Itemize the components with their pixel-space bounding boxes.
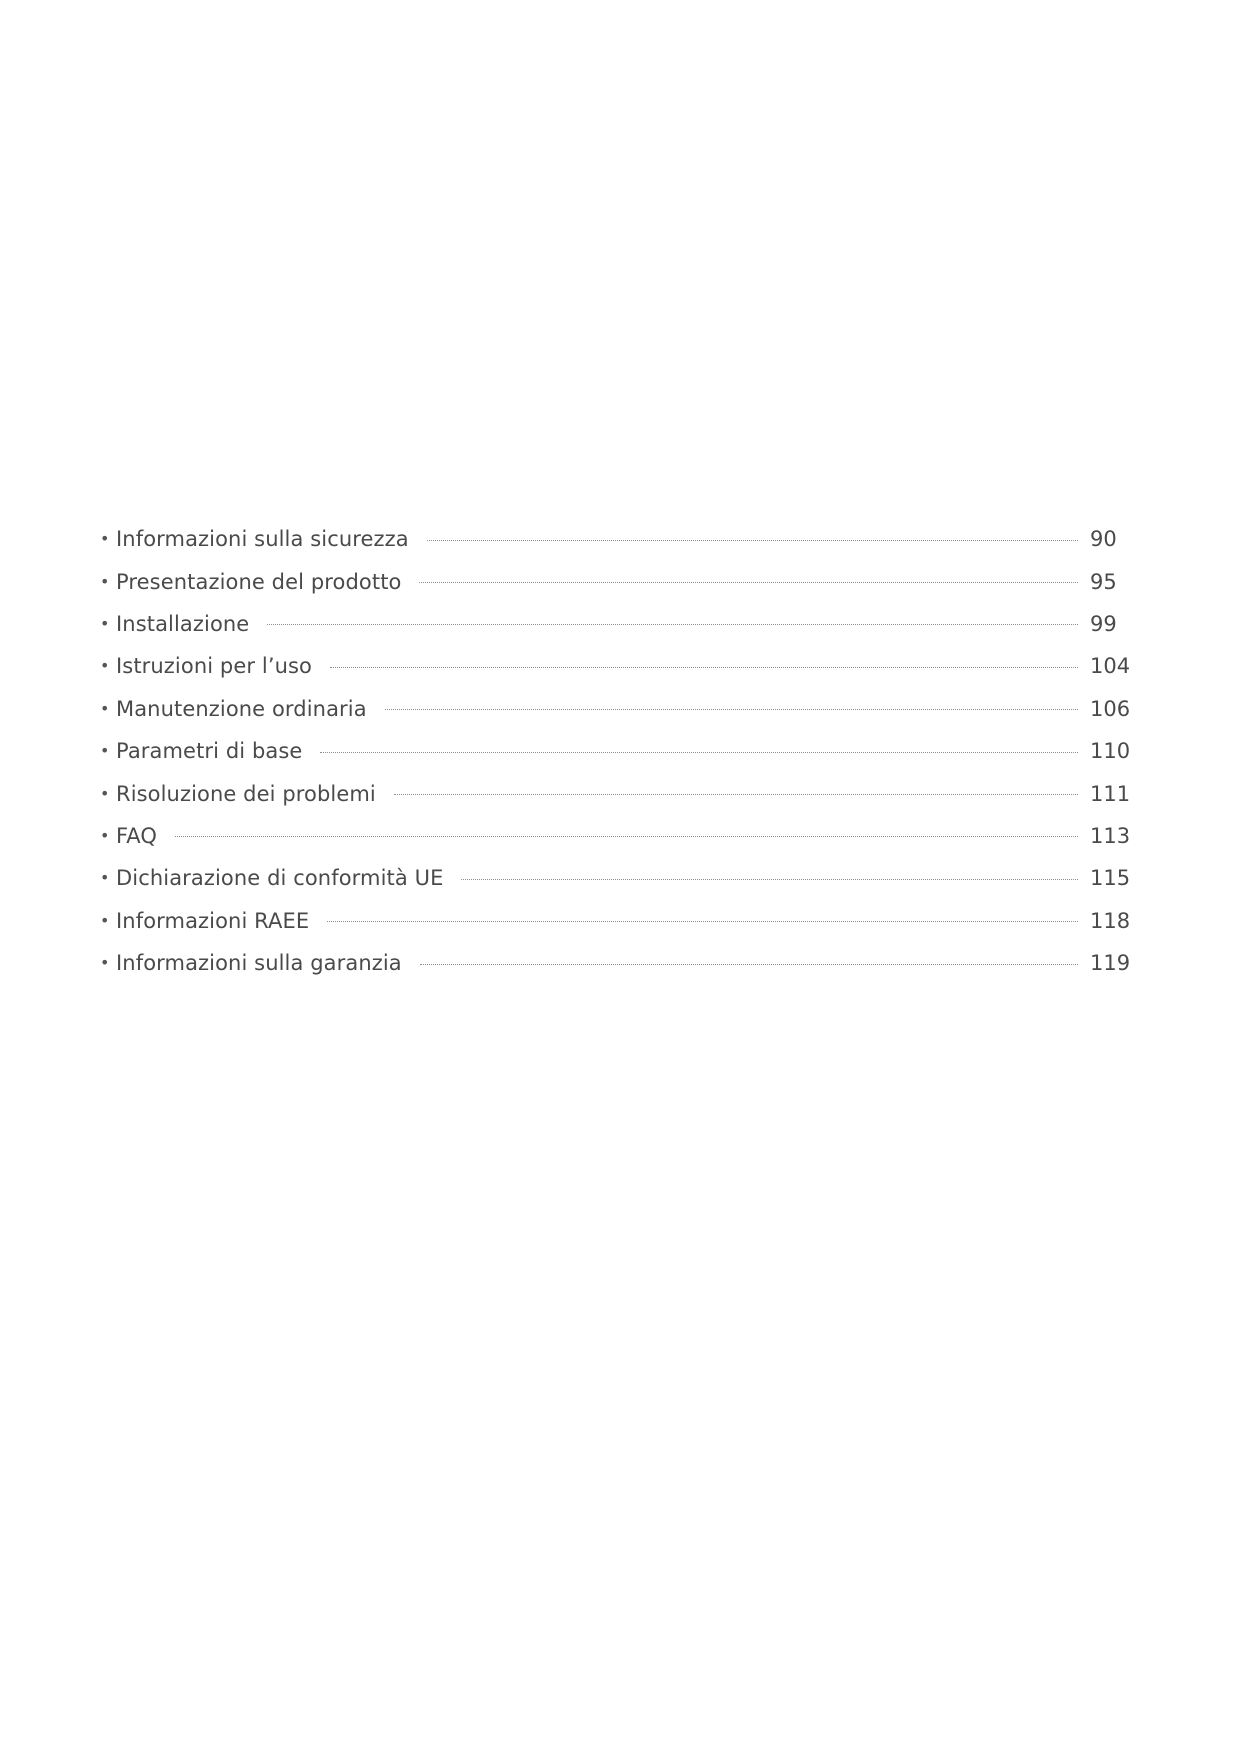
toc-item-page: 110 xyxy=(1090,739,1131,764)
dotted-leader xyxy=(330,667,1078,668)
dotted-leader xyxy=(175,836,1078,837)
toc-item-istruzioni-uso[interactable] xyxy=(100,645,1140,687)
toc-item-label: Informazioni sulla garanzia xyxy=(116,951,402,976)
toc-item-page: 90 xyxy=(1090,527,1117,552)
toc-item-page: 104 xyxy=(1090,654,1131,679)
toc-item-label: FAQ xyxy=(116,823,157,848)
bullet-icon: • xyxy=(100,953,110,973)
toc-item-page: 119 xyxy=(1090,951,1131,976)
bullet-icon: • xyxy=(100,656,110,676)
toc-item-faq[interactable] xyxy=(100,815,1140,857)
dotted-leader xyxy=(419,582,1078,583)
dotted-leader xyxy=(461,879,1078,880)
toc-item-page: 106 xyxy=(1090,696,1131,721)
toc-item-label: Parametri di base xyxy=(116,739,303,764)
toc-item-page: 118 xyxy=(1090,908,1131,933)
dotted-leader xyxy=(427,540,1078,541)
dotted-leader xyxy=(267,624,1078,625)
bullet-icon: • xyxy=(100,825,110,845)
bullet-icon: • xyxy=(100,529,110,549)
bullet-icon: • xyxy=(100,868,110,888)
toc-item-label: Risoluzione dei problemi xyxy=(116,781,376,806)
bullet-icon: • xyxy=(100,741,110,761)
toc-item-page: 111 xyxy=(1090,781,1131,806)
toc-item-page: 99 xyxy=(1090,611,1117,636)
dotted-leader xyxy=(420,964,1078,965)
toc-item-informazioni-sicurezza[interactable] xyxy=(100,518,1140,560)
dotted-leader xyxy=(327,921,1078,922)
table-of-contents xyxy=(100,518,1140,984)
toc-item-label: Manutenzione ordinaria xyxy=(116,696,367,721)
bullet-icon: • xyxy=(100,783,110,803)
bullet-icon: • xyxy=(100,698,110,718)
toc-item-label: Dichiarazione di conformità UE xyxy=(116,866,444,891)
toc-item-installazione[interactable] xyxy=(100,603,1140,645)
toc-item-page: 95 xyxy=(1090,569,1117,594)
toc-item-label: Presentazione del prodotto xyxy=(116,569,402,594)
toc-item-dichiarazione-conformita[interactable] xyxy=(100,857,1140,899)
toc-item-informazioni-garanzia[interactable] xyxy=(100,942,1140,984)
toc-item-page: 115 xyxy=(1090,866,1131,891)
dotted-leader xyxy=(394,794,1078,795)
toc-item-manutenzione-ordinaria[interactable] xyxy=(100,688,1140,730)
bullet-icon: • xyxy=(100,910,110,930)
toc-item-informazioni-raee[interactable] xyxy=(100,900,1140,942)
dotted-leader xyxy=(385,709,1078,710)
dotted-leader xyxy=(320,752,1078,753)
toc-item-label: Istruzioni per l’uso xyxy=(116,654,313,679)
toc-item-risoluzione-problemi[interactable] xyxy=(100,772,1140,814)
toc-item-parametri-base[interactable] xyxy=(100,730,1140,772)
toc-item-presentazione-prodotto[interactable] xyxy=(100,560,1140,602)
toc-item-label: Installazione xyxy=(116,611,250,636)
toc-item-page: 113 xyxy=(1090,823,1131,848)
toc-item-label: Informazioni sulla sicurezza xyxy=(116,527,409,552)
toc-item-label: Informazioni RAEE xyxy=(116,908,310,933)
bullet-icon: • xyxy=(100,571,110,591)
bullet-icon: • xyxy=(100,613,110,633)
